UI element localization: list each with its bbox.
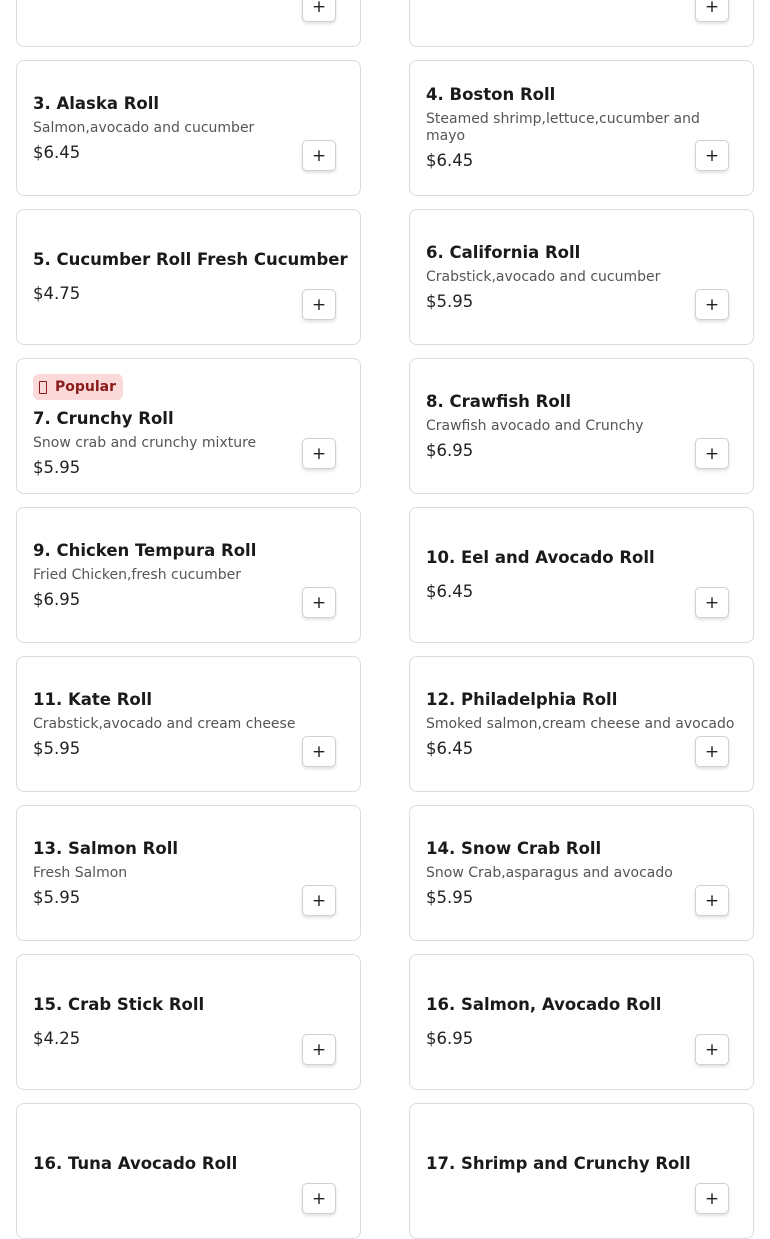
menu-item-card[interactable] — [16, 805, 361, 941]
add-to-cart-button[interactable]: + — [302, 0, 336, 22]
add-to-cart-button[interactable]: + — [302, 587, 336, 618]
add-to-cart-button[interactable]: + — [302, 438, 336, 469]
menu-item-card[interactable] — [16, 209, 361, 345]
menu-item-card[interactable] — [16, 1103, 361, 1239]
menu-item-grid — [16, 0, 754, 1239]
menu-item-title: 4. Boston Roll — [426, 85, 556, 104]
menu-item-title: 15. Crab Stick Roll — [33, 995, 205, 1014]
menu-item-title: 6. California Roll — [426, 242, 581, 262]
menu-item-title: 12. Philadelphia Roll — [426, 689, 618, 709]
menu-item-card[interactable] — [16, 60, 361, 196]
menu-item-card[interactable] — [409, 0, 754, 47]
menu-item-price: $6.95 — [33, 589, 81, 609]
add-to-cart-button[interactable]: + — [695, 587, 729, 618]
menu-item-description: Steamed shrimp,lettuce,cucumber and mayo — [426, 111, 700, 144]
menu-item-title: 8. Crawfish Roll — [426, 391, 572, 411]
add-to-cart-button[interactable]: + — [302, 1034, 336, 1065]
menu-item-title: 7. Crunchy Roll — [33, 409, 174, 428]
menu-item-card[interactable] — [16, 656, 361, 792]
menu-item-price: $5.95 — [426, 291, 474, 311]
menu-item-description: Smoked salmon,cream cheese and avocado — [426, 715, 735, 732]
menu-item-price: $6.95 — [426, 1029, 474, 1048]
menu-item-price: $6.95 — [426, 440, 474, 460]
menu-item-title: 14. Snow Crab Roll — [426, 838, 602, 858]
menu-item-title: 16. Tuna Avocado Roll — [33, 1154, 238, 1173]
add-to-cart-button[interactable]: + — [695, 0, 729, 22]
add-to-cart-button[interactable]: + — [695, 140, 729, 171]
menu-item-price: $5.95 — [33, 738, 81, 758]
popular-icon — [39, 381, 47, 394]
menu-item-price: $6.45 — [426, 151, 474, 170]
menu-item-description: Crabstick,avocado and cucumber — [426, 268, 661, 285]
menu-item-price: $4.75 — [33, 284, 81, 303]
menu-item-description: Crawfish avocado and Crunchy — [426, 417, 644, 434]
menu-item-description: Snow crab and crunchy mixture — [33, 435, 257, 451]
menu-item-price: $5.95 — [33, 887, 81, 907]
add-to-cart-button[interactable]: + — [695, 1183, 729, 1214]
menu-item-price: $6.45 — [426, 738, 474, 758]
menu-item-card[interactable] — [409, 60, 754, 196]
menu-item-description: Salmon,avocado and cucumber — [33, 119, 255, 136]
add-to-cart-button[interactable]: + — [695, 1034, 729, 1065]
menu-item-description: Snow Crab,asparagus and avocado — [426, 864, 673, 881]
add-to-cart-button[interactable]: + — [302, 736, 336, 767]
menu-item-title: 17. Shrimp and Crunchy Roll — [426, 1154, 691, 1173]
menu-item-price: $5.95 — [426, 887, 474, 907]
menu-item-price: $4.25 — [33, 1029, 81, 1048]
menu-item-card[interactable] — [409, 656, 754, 792]
add-to-cart-button[interactable]: + — [695, 289, 729, 320]
add-to-cart-button[interactable]: + — [302, 885, 336, 916]
menu-item-description: Fresh Salmon — [33, 864, 128, 881]
menu-item-price: $6.45 — [33, 142, 81, 162]
menu-item-card[interactable] — [409, 209, 754, 345]
menu-item-card[interactable] — [409, 805, 754, 941]
menu-item-card[interactable] — [16, 954, 361, 1090]
add-to-cart-button[interactable]: + — [695, 736, 729, 767]
menu-item-description: Fried Chicken,fresh cucumber — [33, 566, 242, 583]
menu-item-price: $5.95 — [33, 458, 81, 477]
menu-item-title: 16. Salmon, Avocado Roll — [426, 995, 662, 1014]
add-to-cart-button[interactable]: + — [695, 885, 729, 916]
menu-item-card[interactable] — [16, 507, 361, 643]
menu-item-title: 11. Kate Roll — [33, 689, 153, 709]
add-to-cart-button[interactable]: + — [302, 140, 336, 171]
menu-item-card[interactable] — [16, 358, 361, 494]
menu-item-title: 10. Eel and Avocado Roll — [426, 548, 655, 567]
popular-label: Popular — [55, 379, 117, 395]
menu-item-card[interactable] — [409, 358, 754, 494]
add-to-cart-button[interactable]: + — [302, 1183, 336, 1214]
menu-item-title: 13. Salmon Roll — [33, 838, 179, 858]
add-to-cart-button[interactable]: + — [695, 438, 729, 469]
menu-item-price: $6.45 — [426, 582, 474, 601]
menu-item-card[interactable] — [409, 954, 754, 1090]
menu-item-card[interactable] — [409, 507, 754, 643]
popular-badge — [33, 374, 123, 400]
menu-item-title: 9. Chicken Tempura Roll — [33, 540, 257, 560]
menu-item-card[interactable] — [409, 1103, 754, 1239]
add-to-cart-button[interactable]: + — [302, 289, 336, 320]
menu-item-card[interactable] — [16, 0, 361, 47]
menu-item-title: 3. Alaska Roll — [33, 93, 160, 113]
menu-item-description: Crabstick,avocado and cream cheese — [33, 715, 296, 732]
menu-item-title: 5. Cucumber Roll Fresh Cucumber — [33, 250, 348, 269]
